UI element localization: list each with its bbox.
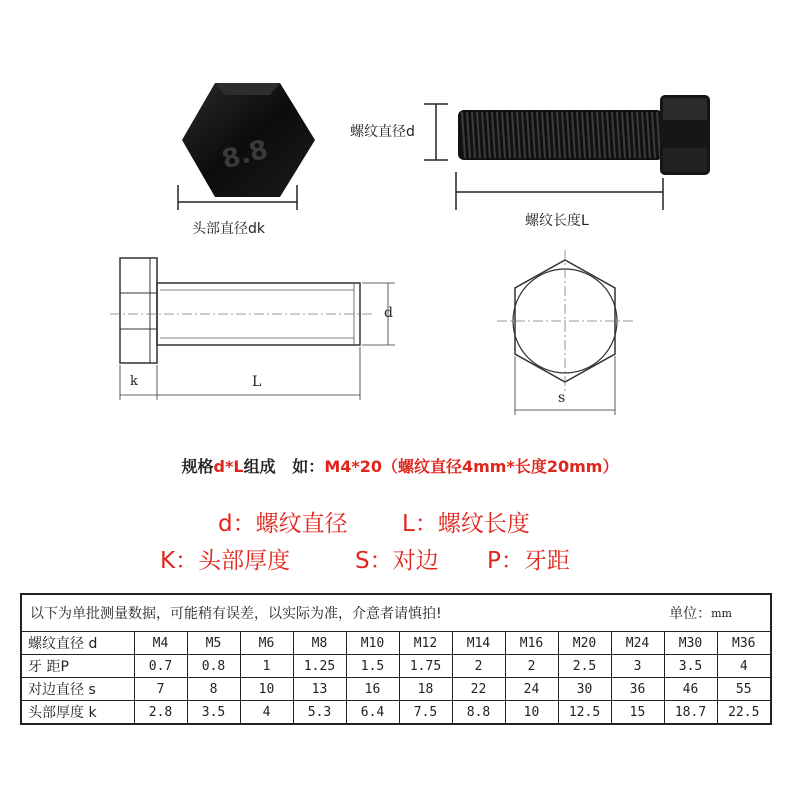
value-cell: 13 (293, 678, 346, 701)
s-dim-label: s (558, 390, 566, 406)
spec-compose: 组成 (243, 457, 276, 476)
size-table (20, 593, 772, 725)
value-cell: 4 (240, 701, 293, 724)
size-cell: M4 (134, 632, 187, 655)
legend-P: P：牙距 (487, 548, 570, 574)
size-cell: M14 (452, 632, 505, 655)
spec-example-prefix: 如： (292, 457, 325, 476)
value-cell: 3.5 (187, 701, 240, 724)
value-cell: 8.8 (452, 701, 505, 724)
value-cell: 30 (558, 678, 611, 701)
value-cell: 8 (187, 678, 240, 701)
spec-formula: d*L (213, 457, 244, 476)
value-cell: 18.7 (664, 701, 717, 724)
size-cell: M8 (293, 632, 346, 655)
size-cell: M16 (505, 632, 558, 655)
legend-K: K：头部厚度 (160, 548, 291, 574)
value-cell: 5.3 (293, 701, 346, 724)
size-cell: M6 (240, 632, 293, 655)
value-cell: 22.5 (717, 701, 770, 724)
row-label: 螺纹直径 d (22, 632, 134, 655)
row-label: 头部厚度 k (22, 701, 134, 724)
hex-top-drawing (495, 250, 645, 420)
size-cell: M24 (611, 632, 664, 655)
spec-line (0, 454, 800, 477)
value-cell: 2.5 (558, 655, 611, 678)
head-diameter-dimension (170, 180, 310, 215)
value-cell: 3.5 (664, 655, 717, 678)
value-cell: 46 (664, 678, 717, 701)
head-mark: 8.8 (218, 134, 272, 176)
value-cell: 2.8 (134, 701, 187, 724)
thread-length-label: 螺纹长度L (525, 213, 589, 229)
value-cell: 1.75 (399, 655, 452, 678)
value-cell: 15 (611, 701, 664, 724)
value-cell: 16 (346, 678, 399, 701)
size-cell: M36 (717, 632, 770, 655)
spec-prefix: 规格 (181, 457, 214, 476)
unit-label: 单位： (669, 606, 712, 622)
value-cell: 24 (505, 678, 558, 701)
row-label: 牙 距P (22, 655, 134, 678)
value-cell: 1 (240, 655, 293, 678)
size-cell: M30 (664, 632, 717, 655)
thread-diameter-label: 螺纹直径d (350, 124, 415, 140)
value-cell: 10 (240, 678, 293, 701)
bolt-side-photo (420, 90, 710, 220)
table-row (22, 678, 770, 701)
value-cell: 55 (717, 678, 770, 701)
size-grid (22, 632, 770, 723)
head-diameter-label: 头部直径dk (192, 221, 265, 237)
table-row (22, 655, 770, 678)
value-cell: 2 (505, 655, 558, 678)
size-cell: M12 (399, 632, 452, 655)
size-cell: M20 (558, 632, 611, 655)
value-cell: 0.7 (134, 655, 187, 678)
value-cell: 6.4 (346, 701, 399, 724)
value-cell: 1.25 (293, 655, 346, 678)
value-cell: 2 (452, 655, 505, 678)
legend-L: L：螺纹长度 (402, 511, 530, 537)
value-cell: 36 (611, 678, 664, 701)
table-header-row (22, 632, 770, 655)
value-cell: 12.5 (558, 701, 611, 724)
k-dim-label: k (130, 374, 138, 389)
d-dim-label: d (384, 305, 393, 321)
value-cell: 0.8 (187, 655, 240, 678)
spec-example: M4*20（螺纹直径4mm*长度20mm） (324, 457, 619, 476)
table-row (22, 701, 770, 724)
notice-row (22, 595, 770, 632)
value-cell: 3 (611, 655, 664, 678)
L-dim-label: L (252, 374, 262, 390)
legend-d: d：螺纹直径 (218, 511, 348, 537)
value-cell: 10 (505, 701, 558, 724)
row-label: 对边直径 s (22, 678, 134, 701)
notice-text: 以下为单批测量数据，可能稍有误差，以实际为准，介意者请慎拍! (30, 606, 442, 622)
size-cell: M10 (346, 632, 399, 655)
value-cell: 22 (452, 678, 505, 701)
value-cell: 7.5 (399, 701, 452, 724)
unit-value: mm (711, 606, 732, 620)
value-cell: 7 (134, 678, 187, 701)
value-cell: 1.5 (346, 655, 399, 678)
size-cell: M5 (187, 632, 240, 655)
value-cell: 4 (717, 655, 770, 678)
legend-S: S：对边 (355, 548, 439, 574)
value-cell: 18 (399, 678, 452, 701)
